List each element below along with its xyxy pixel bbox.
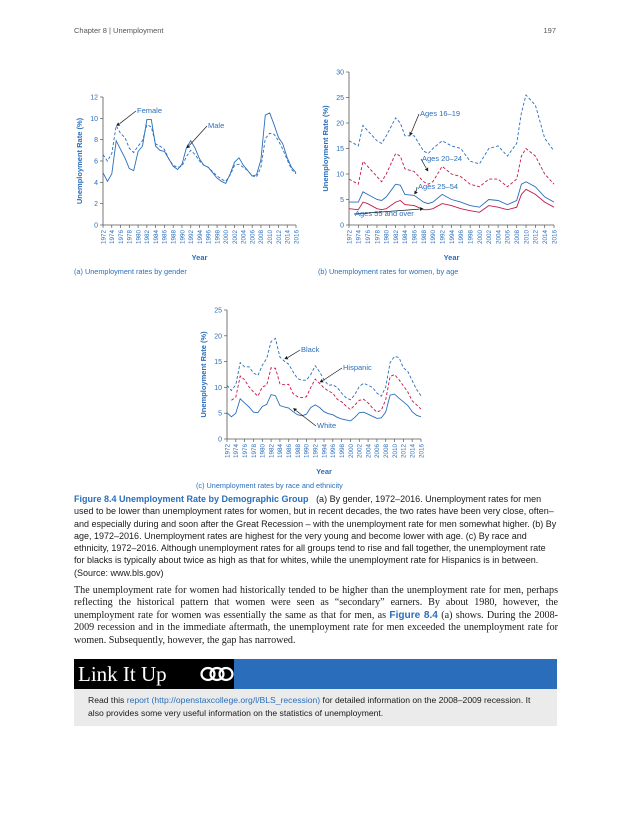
leader-line <box>411 114 419 132</box>
body-text-part1: The unemployment rate for women had historically tended to be higher than the unemployment rate for men, perhaps reflecting the historical pattern that women were seen as “secondary” earners. By about 1980, however, the unemployment rate for women was essentially the same as that for men, as <box>74 585 558 621</box>
x-tick-label: 1996 <box>205 230 213 245</box>
x-tick-label: 1994 <box>196 230 204 245</box>
leader-arrowhead <box>420 207 424 211</box>
x-tick-label: 1978 <box>374 230 382 245</box>
x-tick-label: 2008 <box>258 230 266 245</box>
x-tick-label: 1976 <box>364 230 372 245</box>
x-axis-label: Year <box>191 253 208 262</box>
y-tick-label: 0 <box>94 222 98 230</box>
leader-line <box>296 411 316 426</box>
chapter-title: Chapter 8 | Unemployment <box>74 26 164 35</box>
link-text-after: for detailed information on the 2008–2009 recession. It also provides some very useful information on the statistics of unemployment. <box>88 695 531 718</box>
chain-link-icon <box>200 665 238 683</box>
y-axis-label: Unemployment Rate (%) <box>321 105 330 192</box>
x-tick-label: 1976 <box>117 230 125 245</box>
x-tick-label: 2006 <box>504 230 512 245</box>
chart-subcaption: (a) Unemployment rates by gender <box>74 267 187 276</box>
running-header <box>74 26 556 35</box>
x-tick-label: 2002 <box>231 230 239 245</box>
series-line <box>227 394 421 421</box>
report-link[interactable]: report (http://openstaxcollege.org/l/BLS_recession) <box>126 695 321 705</box>
x-tick-label: 1990 <box>179 230 187 245</box>
body-text-part2: (a) shows. During the 2008-2009 recession and in the immediate aftermath, the unemployment rate for men exceeded the unemployment rate for women. Subsequently, however, the gap has narrowed. <box>74 609 558 646</box>
y-tick-label: 5 <box>340 197 344 204</box>
x-tick-label: 1994 <box>321 444 329 459</box>
x-tick-label: 2006 <box>249 230 257 245</box>
y-tick-label: 15 <box>214 359 222 367</box>
figure-reference-link[interactable]: Figure 8.4 <box>389 609 438 621</box>
leader-arrowhead <box>320 379 324 382</box>
chart-gender-svg <box>74 88 304 278</box>
leader-line <box>288 350 300 357</box>
y-tick-label: 25 <box>214 307 222 315</box>
x-tick-label: 2002 <box>356 444 364 459</box>
leader-arrowhead <box>410 132 413 136</box>
x-tick-label: 2014 <box>409 444 417 459</box>
y-tick-label: 0 <box>218 436 222 444</box>
x-axis-label: Year <box>443 253 460 262</box>
y-tick-label: 10 <box>214 384 222 392</box>
x-tick-label: 2016 <box>418 444 426 459</box>
x-tick-label: 2016 <box>551 230 559 245</box>
figure-label: Figure 8.4 Unemployment Rate by Demographic Group <box>74 494 309 504</box>
y-axis-label: Unemployment Rate (%) <box>75 117 84 205</box>
x-tick-label: 2012 <box>275 230 283 245</box>
x-tick-label: 2010 <box>523 230 531 245</box>
x-tick-label: 2010 <box>391 444 399 459</box>
x-tick-label: 2002 <box>486 230 494 245</box>
y-tick-label: 10 <box>90 115 98 123</box>
x-tick-label: 1974 <box>355 230 363 245</box>
x-tick-label: 1980 <box>259 444 267 459</box>
x-tick-label: 1984 <box>152 230 160 245</box>
y-tick-label: 15 <box>336 146 344 153</box>
y-tick-label: 0 <box>340 222 344 230</box>
chart-subcaption: (b) Unemployment rates for women, by age <box>318 267 459 276</box>
x-tick-label: 2014 <box>284 230 292 245</box>
x-tick-label: 2008 <box>514 230 522 245</box>
x-tick-label: 2008 <box>383 444 391 459</box>
leader-line <box>189 126 207 145</box>
y-tick-label: 25 <box>336 95 344 102</box>
x-tick-label: 1990 <box>430 230 438 245</box>
leader-arrowhead <box>425 167 428 171</box>
y-tick-label: 12 <box>90 94 98 102</box>
series-line <box>227 338 421 399</box>
x-tick-label: 1978 <box>250 444 258 459</box>
x-tick-label: 1984 <box>277 444 285 459</box>
x-tick-label: 1998 <box>467 230 475 245</box>
y-tick-label: 6 <box>94 158 98 166</box>
y-axis-label: Unemployment Rate (%) <box>199 331 208 418</box>
x-tick-label: 1972 <box>100 230 108 245</box>
x-tick-label: 1992 <box>312 444 320 459</box>
y-tick-label: 2 <box>94 201 98 209</box>
chart-women-by-age <box>318 66 558 278</box>
page-number: 197 <box>543 26 556 35</box>
y-tick-label: 5 <box>218 410 222 418</box>
x-tick-label: 1978 <box>126 230 134 245</box>
series-label: White <box>317 421 337 430</box>
x-tick-label: 2000 <box>347 444 355 459</box>
chart-race-ethnicity-svg <box>196 302 432 490</box>
y-tick-label: 8 <box>94 137 98 145</box>
body-paragraph <box>74 585 558 647</box>
x-tick-label: 2004 <box>240 230 248 245</box>
series-label: Hispanic <box>343 363 372 372</box>
x-tick-label: 1992 <box>188 230 196 245</box>
x-tick-label: 1976 <box>241 444 249 459</box>
x-tick-label: 1998 <box>214 230 222 245</box>
x-tick-label: 1988 <box>294 444 302 459</box>
x-tick-label: 1994 <box>448 230 456 245</box>
series-line <box>103 113 296 183</box>
link-text-before: Read this <box>88 695 127 705</box>
chart-women-by-age-svg <box>318 66 558 278</box>
x-tick-label: 2004 <box>365 444 373 459</box>
series-line <box>103 125 296 182</box>
x-tick-label: 2014 <box>541 230 549 245</box>
x-tick-label: 2016 <box>293 230 301 245</box>
x-axis-label: Year <box>316 467 332 476</box>
leader-line <box>323 368 342 380</box>
chart-subcaption: (c) Unemployment rates by race and ethnicity <box>196 481 343 490</box>
x-tick-label: 1984 <box>402 230 410 245</box>
series-label: Female <box>137 106 163 115</box>
x-tick-label: 1996 <box>330 444 338 459</box>
series-label: Ages 55 and over <box>355 209 414 218</box>
x-tick-label: 2000 <box>476 230 484 245</box>
x-tick-label: 1972 <box>224 444 232 459</box>
x-tick-label: 1992 <box>439 230 447 245</box>
x-tick-label: 1982 <box>268 444 276 459</box>
x-tick-label: 1988 <box>420 230 428 245</box>
chart-race-ethnicity <box>196 302 432 490</box>
y-tick-label: 20 <box>214 333 222 341</box>
x-tick-label: 2000 <box>223 230 231 245</box>
x-tick-label: 1972 <box>346 230 354 245</box>
series-label: Ages 16–19 <box>420 109 461 118</box>
x-tick-label: 1980 <box>383 230 391 245</box>
y-tick-label: 20 <box>336 120 344 128</box>
y-tick-label: 4 <box>94 179 98 187</box>
series-label: Ages 20–24 <box>422 154 463 163</box>
y-tick-label: 10 <box>336 171 344 179</box>
leader-arrowhead <box>116 122 120 125</box>
leader-arrowhead <box>284 356 288 360</box>
series-line <box>231 368 421 412</box>
x-tick-label: 1974 <box>233 444 241 459</box>
x-tick-label: 1986 <box>411 230 419 245</box>
x-tick-label: 1986 <box>286 444 294 459</box>
link-it-up-body <box>74 689 557 726</box>
x-tick-label: 2010 <box>266 230 274 245</box>
x-tick-label: 1980 <box>135 230 143 245</box>
x-tick-label: 1986 <box>161 230 169 245</box>
figure-caption <box>74 493 558 579</box>
link-it-up-title: Link It Up <box>74 659 234 689</box>
x-tick-label: 2004 <box>495 230 503 245</box>
x-tick-label: 2006 <box>374 444 382 459</box>
x-tick-label: 2012 <box>532 230 540 245</box>
x-tick-label: 1982 <box>144 230 152 245</box>
x-tick-label: 1988 <box>170 230 178 245</box>
chart-gender <box>74 88 304 278</box>
x-tick-label: 1982 <box>392 230 400 245</box>
leader-arrowhead <box>414 190 418 194</box>
figure-caption-text: (a) By gender, 1972–2016. Unemployment rates for men used to be lower than unemployment rates for women, but in recent decades, the two rates have been very close, often– and especially during and soon after the Great Recession – with the unemployment rate for men somewhat higher. (b) By age, 1972–2016. Unemployment rates are highest for the very young and become lower with age. (c) By race and ethnicity, 1972–2016. Although unemployment rates for all groups tend to rise and fall together, the unemployment rate for blacks is typically about twice as high as that for whites, while the unemployment rate for Hispanics is in between. (Source: www.bls.gov) <box>74 494 557 578</box>
series-label: Ages 25–54 <box>418 182 459 191</box>
link-it-up-header <box>74 659 557 689</box>
x-tick-label: 1998 <box>338 444 346 459</box>
x-tick-label: 1990 <box>303 444 311 459</box>
x-tick-label: 2012 <box>400 444 408 459</box>
series-label: Black <box>301 345 320 354</box>
series-label: Male <box>208 121 225 130</box>
y-tick-label: 30 <box>336 69 344 77</box>
link-it-up-box <box>74 659 557 726</box>
x-tick-label: 1974 <box>109 230 117 245</box>
x-tick-label: 1996 <box>458 230 466 245</box>
leader-line <box>120 111 136 124</box>
